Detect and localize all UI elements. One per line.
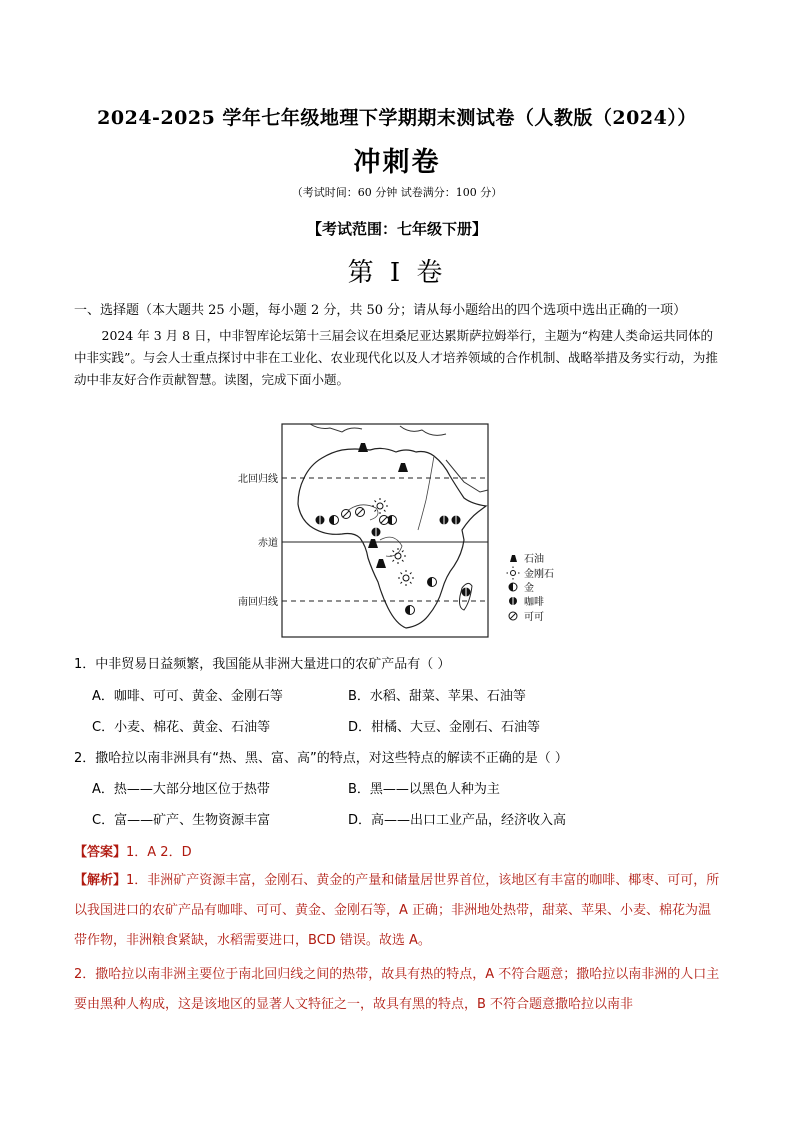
exam-subtitle: 冲刺卷 <box>353 147 441 178</box>
question-1-stem: 1．中非贸易日益频繁，我国能从非洲大量进口的农矿产品有（ ） <box>74 657 451 672</box>
question-2-option-c: C．富——矿产、生物资源丰富 <box>92 813 271 828</box>
africa-map <box>238 420 560 642</box>
intro-paragraph: 2024 年 3 月 8 日，中非智库论坛第十三届会议在坦桑尼亚达累斯萨拉姆举行，主题为“构建人类命运共同体的中非实践”。与会人士重点探讨中非在工业化、农业现代化以及人才培养领域的合作机制、战略举措及务实行动，为推动中非友好合作贡献智慧。读图，完成下面小题。 <box>74 328 718 387</box>
legend-oil-label: 石油 <box>524 554 544 565</box>
legend-diamond-icon <box>507 567 520 580</box>
analysis-tag: 【解析】 <box>74 873 127 888</box>
answer-text: 1．A 2．D <box>126 845 192 860</box>
section-heading: 一、选择题（本大题共 25 小题，每小题 2 分，共 50 分；请从每小题给出的四个选项中选出正确的一项） <box>74 303 687 318</box>
question-1-option-c: C．小麦、棉花、黄金、石油等 <box>92 720 271 735</box>
question-1-option-a: A．咖啡、可可、黄金、金刚石等 <box>92 689 283 704</box>
map-legend <box>507 552 555 623</box>
question-2-stem: 2．撒哈拉以南非洲具有“热、黑、富、高”的特点，对这些特点的解读不正确的是（ ） <box>74 751 568 766</box>
africa-map-figure <box>238 420 560 642</box>
volume-heading: 第 I 卷 <box>347 258 447 288</box>
legend-coffee-label: 咖啡 <box>524 597 544 608</box>
question-2-option-d: D．高——出口工业产品，经济收入高 <box>348 813 567 828</box>
equator-label: 赤道 <box>258 538 278 549</box>
legend-gold-label: 金 <box>524 583 534 594</box>
exam-title: 2024-2025 学年七年级地理下学期期末测试卷（人教版（2024）） <box>97 107 697 129</box>
legend-cocoa-label: 可可 <box>524 612 544 623</box>
question-2-option-a: A．热——大部分地区位于热带 <box>92 782 270 797</box>
legend-diamond-label: 金刚石 <box>524 569 554 580</box>
analysis-paragraph-1 <box>74 866 724 956</box>
analysis-text-1: 1．非洲矿产资源丰富，金刚石、黄金的产量和储量居世界首位，该地区有丰富的咖啡、椰枣、可可，所以我国进口的农矿产品有咖啡、可可、黄金、金刚石等，A 正确；非洲地处热带，甜菜、苹果、小麦、棉花为温带作物，非洲粮食紧缺，水稻需要进口，BCD 错误。故选 A。 <box>74 873 720 948</box>
tropic-of-cancer-label: 北回归线 <box>238 474 278 485</box>
analysis-paragraph-2 <box>74 960 724 1020</box>
analysis-text-2: 2．撒哈拉以南非洲主要位于南北回归线之间的热带，故具有热的特点，A 不符合题意；撒哈拉以南非洲的人口主要由黑种人构成，这是该地区的显著人文特征之一，故具有黑的特点，B 不符合题意撒哈拉以南非 <box>74 967 720 1012</box>
answer-line <box>74 841 192 860</box>
legend-oil-icon <box>510 555 517 562</box>
question-1-option-b: B．水稻、甜菜、苹果、石油等 <box>348 689 526 704</box>
question-2-option-b: B．黑——以黑色人种为主 <box>348 782 500 797</box>
tropic-of-capricorn-label: 南回归线 <box>238 597 278 608</box>
legend-cocoa-icon <box>509 612 517 620</box>
legend-gold-icon <box>509 583 517 591</box>
exam-info: （考试时间：60 分钟 试卷满分：100 分） <box>291 186 503 199</box>
exam-scope: 【考试范围：七年级下册】 <box>306 220 487 238</box>
legend-coffee-icon <box>509 597 517 605</box>
question-1-option-d: D．柑橘、大豆、金刚石、石油等 <box>348 720 541 735</box>
answer-tag: 【答案】 <box>74 845 127 860</box>
